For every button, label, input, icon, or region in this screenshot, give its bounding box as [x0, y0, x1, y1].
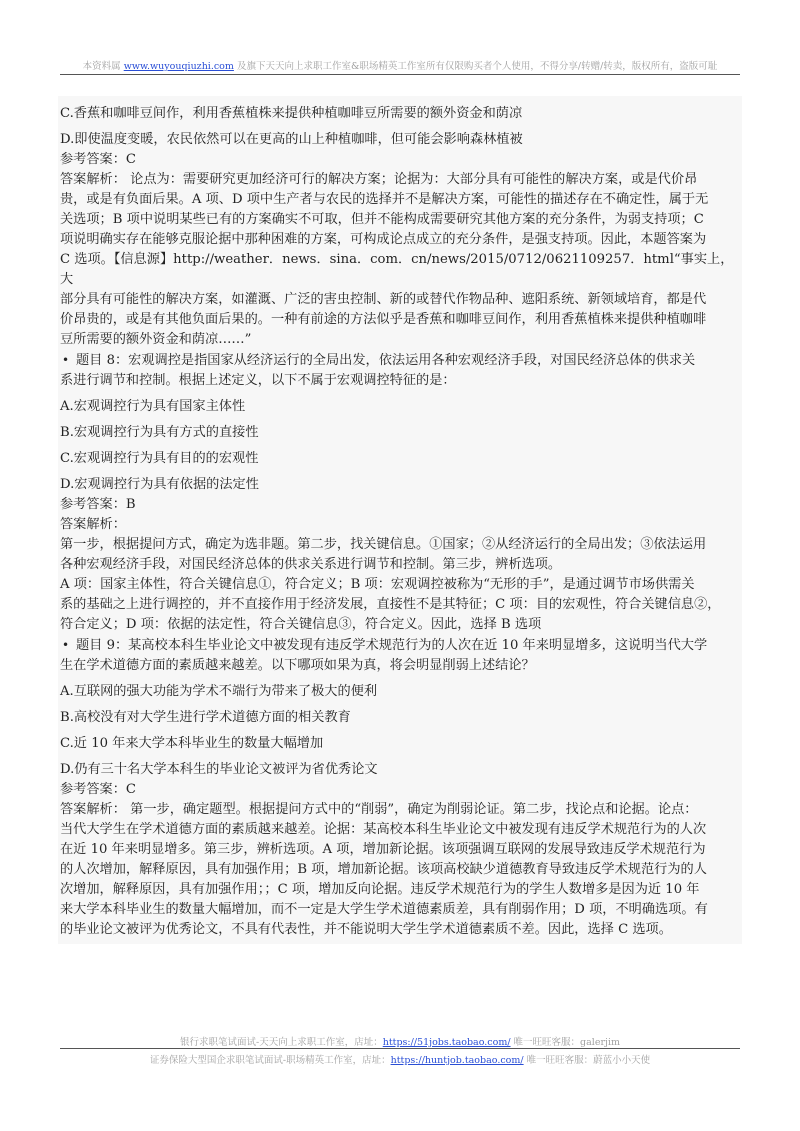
q8-analysis-label: 答案解析：: [60, 517, 126, 532]
footer-1-link[interactable]: https://51jobs.taobao.com/: [382, 1037, 511, 1048]
q8-analysis-line: 各种宏观经济手段，对国民经济总体的供求关系进行调节和控制。第三步，辨析选项。: [60, 557, 562, 572]
q8-option-d: D.宏观调控行为具有依据的法定性: [60, 477, 259, 492]
q7-option-c: C.香蕉和咖啡豆间作，利用香蕉植株来提供种植咖啡豆所需要的额外资金和荫凉: [60, 106, 523, 121]
q8-answer: 参考答案：B: [60, 497, 136, 512]
q9-analysis-line: 的毕业论文被评为优秀论文，不具有代表性，并不能说明大学生学术道德素质不差。因此，选择 C 选项。: [60, 922, 672, 937]
q9-stem: • 题目 9：某高校本科生毕业论文中被发现有违反学术规范行为的人次在近 10 年来明显增多，这说明当代大学: [58, 635, 742, 656]
q8-analysis-line: 符合定义；D 项：依据的法定性，符合关键信息③，符合定义。因此，选择 B 选项: [60, 617, 542, 632]
q7-analysis-line: 部分具有可能性的解决方案，如灌溉、广泛的害虫控制、新的或替代作物品种、遮阳系统、新领域培育，都是代: [60, 292, 707, 307]
q9-option-a: A.互联网的强大功能为学术不端行为带来了极大的便利: [60, 684, 378, 699]
q9-analysis-line: 的人次增加，解释原因，具有加强作用；B 项，增加新论据。该项高校缺少道德教育导致违反学术规范行为的人: [60, 862, 707, 877]
header-prefix: 本资料属: [82, 61, 124, 72]
q7-option-d: D.即使温度变暖，农民依然可以在更高的山上种植咖啡，但可能会影响森林植被: [60, 132, 523, 147]
q7-analysis-line: 答案解析： 论点为：需要研究更加经济可行的解决方案；论据为：大部分具有可能性的解决方案，或是代价昂: [60, 172, 698, 187]
q9-option-d: D.仍有三十名大学本科生的毕业论文被评为省优秀论文: [60, 762, 378, 777]
q7-analysis-line: 关选项；B 项中说明某些已有的方案确实不可取，但并不能构成需要研究其他方案的充分条件，为弱支持项；C: [60, 212, 704, 227]
q9-option-b: B.高校没有对大学生进行学术道德方面的相关教育: [60, 710, 351, 725]
q9-analysis-line: 来大学本科毕业生的数量大幅增加，而不一定是大学生学术道德素质差，具有削弱作用；D 项，不明确选项。有: [60, 902, 708, 917]
q8-analysis-line: A 项：国家主体性，符合关键信息①，符合定义；B 项：宏观调控被称为“无形的手”，是通过调节市场供需关: [60, 577, 695, 592]
q8-analysis-line: 系的基础之上进行调控的，并不直接作用于经济发展，直接性不是其特征；C 项：目的宏观性，符合关键信息②，: [60, 597, 721, 612]
q7-analysis-line: 贵，或是有负面后果。A 项、D 项中生产者与农民的选择并不是解决方案，可能性的描述存在不确定性，属于无: [60, 192, 709, 207]
footer-1-suffix: 唯一旺旺客服：galerjim: [510, 1037, 620, 1048]
page-header: [60, 58, 740, 72]
footer-1-prefix: 银行求职笔试面试-天天向上求职工作室，店址：: [180, 1037, 383, 1048]
q9-option-c: C.近 10 年来大学本科毕业生的数量大幅增加: [60, 736, 324, 751]
q9-answer: 参考答案：C: [60, 782, 137, 797]
q9-stem-cont: 生在学术道德方面的素质越来越差。以下哪项如果为真，将会明显削弱上述结论？: [60, 658, 535, 673]
q8-option-c: C.宏观调控行为具有目的的宏观性: [60, 451, 259, 466]
footer-2-link[interactable]: https://huntjob.taobao.com/: [390, 1055, 524, 1066]
q8-option-b: B.宏观调控行为具有方式的直接性: [60, 425, 259, 440]
q7-analysis-line: C 选项。【信息源】http://weather．news．sina．com．cn/news/2015/0712/0621109257．html“事实上，大: [60, 252, 734, 287]
q9-analysis-line: 在近 10 年来明显增多。第三步，辨析选项。A 项，增加新论据。该项强调互联网的发展导致违反学术规范行为: [60, 842, 706, 857]
q8-analysis-line: 第一步，根据提问方式，确定为选非题。第二步，找关键信息。①国家；②从经济运行的全局出发；③依法运用: [60, 537, 707, 552]
q9-analysis-line: 次增加，解释原因，具有加强作用；；C 项，增加反向论据。违反学术规范行为的学生人数增多是因为近 10 年: [60, 882, 700, 897]
document-body: [58, 96, 742, 944]
q7-analysis-line: 豆所需要的额外资金和荫凉……”: [60, 332, 252, 347]
q9-analysis-line: 当代大学生在学术道德方面的素质越来越差。论据：某高校本科生毕业论文中被发现有违反学术规范行为的人次: [60, 822, 707, 837]
q9-analysis-line: 答案解析： 第一步，确定题型。根据提问方式中的“削弱”，确定为削弱论证。第二步，找论点和论据。论点：: [60, 802, 698, 817]
q7-analysis-line: 价昂贵的，或是有其他负面后果的。一种有前途的方法似乎是香蕉和咖啡豆间作，利用香蕉植株来提供种植咖啡: [60, 312, 707, 327]
q8-stem: • 题目 8：宏观调控是指国家从经济运行的全局出发，依法运用各种宏观经济手段，对国民经济总体的供求关: [58, 350, 742, 371]
footer-line-1: [60, 1034, 740, 1048]
header-link[interactable]: www.wuyouqiuzhi.com: [123, 61, 234, 72]
header-suffix: 及旗下天天向上求职工作室&职场精英工作室所有仅限购买者个人使用，不得分享/转赠/转卖，版权所有，盗版可耻: [233, 61, 718, 72]
q7-answer: 参考答案：C: [60, 152, 137, 167]
footer-2-suffix: 唯一旺旺客服：蔚蓝小小天使: [523, 1055, 651, 1066]
footer-line-2: [60, 1052, 740, 1066]
q8-option-a: A.宏观调控行为具有国家主体性: [60, 399, 246, 414]
footer-2-prefix: 证券保险大型国企求职笔试面试-职场精英工作室，店址：: [149, 1055, 391, 1066]
q7-analysis-line: 项说明确实存在能够克服论据中那种困难的方案，可构成论点成立的充分条件，是强支持项。因此，本题答案为: [60, 232, 707, 247]
q8-stem-cont: 系进行调节和控制。根据上述定义，以下不属于宏观调控特征的是：: [60, 373, 456, 388]
footer-divider: [60, 1048, 740, 1049]
header-divider: [60, 74, 740, 75]
